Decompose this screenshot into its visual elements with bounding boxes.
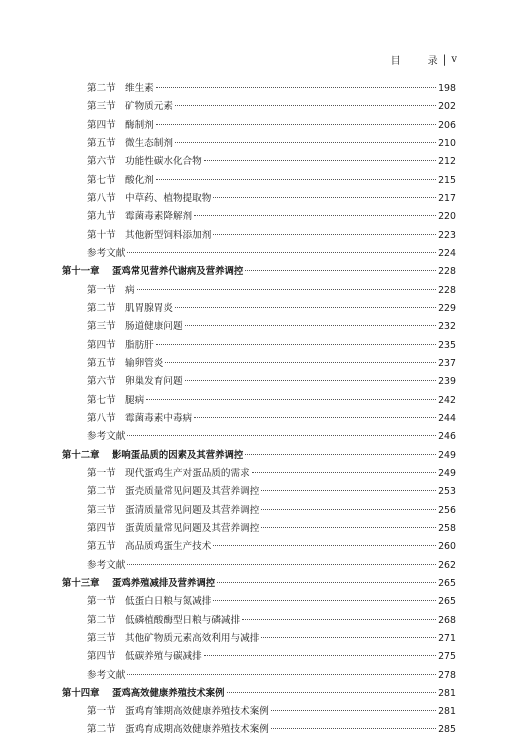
chapter-number: 第十四章 — [62, 687, 100, 699]
page-number: 244 — [438, 412, 456, 424]
page-number: 235 — [438, 339, 456, 351]
toc-chapter-row[interactable] — [62, 447, 456, 465]
section-number: 第一节 — [87, 706, 116, 718]
section-number: 第七节 — [87, 174, 116, 186]
header-page-number: v — [451, 54, 458, 65]
toc-section-row[interactable] — [62, 410, 456, 428]
section-title: 输卵管炎 — [125, 357, 164, 369]
section-number: 第二节 — [87, 614, 116, 626]
page-number: 281 — [438, 687, 456, 699]
section-title: 高品质鸡蛋生产技术 — [125, 541, 212, 553]
dot-leader — [271, 710, 436, 711]
toc-section-row[interactable] — [62, 318, 456, 336]
header-title-left: 目 — [390, 56, 402, 67]
section-title: 蛋鸡育雏期高效健康养殖技术案例 — [125, 706, 269, 718]
page-number: 210 — [438, 137, 456, 149]
dot-leader — [146, 399, 436, 400]
toc-section-row[interactable] — [62, 593, 456, 611]
section-number: 第三节 — [87, 504, 116, 516]
page-number: 215 — [438, 174, 456, 186]
page-number: 275 — [438, 651, 456, 663]
chapter-number: 第十一章 — [62, 266, 100, 278]
dot-leader — [213, 197, 436, 198]
section-number: 第六节 — [87, 376, 116, 388]
toc-section-row[interactable] — [62, 337, 456, 355]
section-title: 蛋清质量常见问题及其营养调控 — [125, 504, 260, 516]
section-number: 第五节 — [87, 541, 116, 553]
section-number: 第二节 — [87, 83, 116, 94]
header-title-right: 录 — [427, 56, 439, 67]
dot-leader — [156, 344, 436, 345]
section-number: 第十节 — [87, 229, 116, 241]
section-number: 第六节 — [87, 156, 116, 168]
section-title: 低磷植酸酶型日粮与磷减排 — [125, 614, 241, 626]
section-number: 第三节 — [87, 321, 116, 333]
dot-leader — [204, 160, 436, 161]
dot-leader — [185, 380, 437, 381]
page-number: 232 — [438, 321, 456, 333]
section-title: 微生态制剂 — [125, 137, 173, 149]
header-separator: | — [442, 53, 448, 66]
page-number: 206 — [438, 119, 456, 131]
dot-leader — [242, 619, 436, 620]
section-number: 第二节 — [87, 486, 116, 498]
reference-title: 参考文献 — [87, 247, 126, 259]
page-number: 223 — [438, 229, 456, 241]
dot-leader — [156, 179, 436, 180]
toc-section-row[interactable] — [62, 135, 456, 153]
section-number: 第一节 — [87, 284, 116, 296]
page-number: 256 — [438, 504, 456, 516]
chapter-title: 蛋鸡养殖减排及营养调控 — [112, 577, 216, 589]
page-number: 212 — [438, 156, 456, 168]
dot-leader — [194, 215, 436, 216]
page-number: 242 — [438, 394, 456, 406]
page-number: 249 — [438, 449, 456, 461]
section-number: 第一节 — [87, 467, 116, 479]
toc-chapter-row[interactable] — [62, 575, 456, 593]
page-number: 265 — [438, 596, 456, 608]
toc-section-row[interactable] — [62, 153, 456, 171]
page-number: 228 — [438, 284, 456, 296]
section-number: 第四节 — [87, 339, 116, 351]
reference-title: 参考文献 — [87, 559, 126, 571]
section-title: 肠道健康问题 — [125, 321, 183, 333]
toc-chapter-row[interactable] — [62, 685, 456, 703]
reference-title: 参考文献 — [87, 669, 126, 681]
dot-leader — [217, 582, 436, 583]
toc-section-row[interactable] — [62, 227, 456, 245]
section-number: 第三节 — [87, 632, 116, 644]
page-number: 271 — [438, 632, 456, 644]
page-number: 202 — [438, 101, 456, 113]
toc-reference-row[interactable] — [62, 667, 456, 685]
page-number: 224 — [438, 247, 456, 259]
section-title: 维生素 — [125, 83, 154, 94]
page-number: 265 — [438, 577, 456, 589]
dot-leader — [252, 472, 436, 473]
section-title: 腿病 — [125, 394, 145, 406]
section-number: 第五节 — [87, 357, 116, 369]
section-number: 第八节 — [87, 192, 116, 204]
dot-leader — [137, 289, 437, 290]
chapter-number: 第十三章 — [62, 577, 100, 589]
toc-section-row[interactable] — [62, 392, 456, 410]
page-number: 262 — [438, 559, 456, 571]
toc-section-row[interactable] — [62, 648, 456, 666]
section-title: 霉菌毒素中毒病 — [125, 412, 193, 424]
page-number: 268 — [438, 614, 456, 626]
toc-section-row[interactable] — [62, 300, 456, 318]
section-title: 卵巢发育问题 — [125, 376, 183, 388]
section-title: 病 — [125, 284, 135, 296]
chapter-title: 影响蛋品质的因素及其营养调控 — [112, 449, 244, 461]
page-number: 246 — [438, 431, 456, 443]
toc-section-row[interactable] — [62, 703, 456, 721]
page-number: 258 — [438, 522, 456, 534]
page-number: 198 — [438, 83, 456, 94]
page-number: 239 — [438, 376, 456, 388]
page-number: 253 — [438, 486, 456, 498]
section-title: 霉菌毒素降解剂 — [125, 211, 193, 223]
section-title: 矿物质元素 — [125, 101, 173, 113]
dot-leader — [261, 637, 436, 638]
dot-leader — [185, 325, 437, 326]
toc-section-row[interactable] — [62, 612, 456, 630]
dot-leader — [165, 362, 436, 363]
toc-section-row[interactable] — [62, 282, 456, 300]
dot-leader — [261, 490, 436, 491]
page-number: 228 — [438, 266, 456, 278]
toc-section-row[interactable] — [62, 502, 456, 520]
toc-section-row[interactable] — [62, 538, 456, 556]
dot-leader — [213, 545, 436, 546]
dot-leader — [245, 270, 436, 271]
page-number: 237 — [438, 357, 456, 369]
dot-leader — [175, 142, 436, 143]
dot-leader — [194, 417, 436, 418]
dot-leader — [127, 435, 436, 436]
toc-section-row[interactable] — [62, 483, 456, 501]
toc-section-row[interactable] — [62, 98, 456, 116]
page-number: 249 — [438, 467, 456, 479]
section-title: 蛋黄质量常见问题及其营养调控 — [125, 522, 260, 534]
dot-leader — [271, 728, 436, 729]
section-title: 酸化剂 — [125, 174, 154, 186]
dot-leader — [175, 307, 436, 308]
dot-leader — [156, 124, 436, 125]
toc-section-row[interactable] — [62, 520, 456, 538]
toc-section-row[interactable] — [62, 172, 456, 190]
toc-chapter-row[interactable] — [62, 263, 456, 281]
chapter-title: 蛋鸡高效健康养殖技术案例 — [112, 687, 225, 699]
section-number: 第四节 — [87, 119, 116, 131]
section-number: 第八节 — [87, 412, 116, 424]
section-title: 肌胃腺胃炎 — [125, 302, 173, 314]
dot-leader — [127, 674, 436, 675]
section-number: 第一节 — [87, 596, 116, 608]
toc-reference-row[interactable] — [62, 557, 456, 575]
page-number: 278 — [438, 669, 456, 681]
page-number: 217 — [438, 192, 456, 204]
dot-leader — [204, 655, 436, 656]
section-title: 其他新型饲料添加剂 — [125, 229, 212, 241]
toc-section-row[interactable] — [62, 630, 456, 648]
section-number: 第四节 — [87, 522, 116, 534]
toc-section-row[interactable] — [62, 721, 456, 739]
section-number: 第四节 — [87, 651, 116, 663]
section-number: 第九节 — [87, 211, 116, 223]
section-number: 第七节 — [87, 394, 116, 406]
page-number: 220 — [438, 211, 456, 223]
chapter-title: 蛋鸡常见营养代谢病及营养调控 — [112, 266, 244, 278]
dot-leader — [175, 105, 436, 106]
dot-leader — [127, 564, 436, 565]
dot-leader — [261, 509, 436, 510]
dot-leader — [261, 527, 436, 528]
reference-title: 参考文献 — [87, 431, 126, 443]
section-title: 功能性碳水化合物 — [125, 156, 202, 168]
toc-section-row[interactable] — [62, 355, 456, 373]
section-title: 低蛋白日粮与氮减排 — [125, 596, 212, 608]
page-number: 281 — [438, 706, 456, 718]
section-title: 蛋壳质量常见问题及其营养调控 — [125, 486, 260, 498]
chapter-number: 第十二章 — [62, 449, 100, 461]
page-number: 285 — [438, 724, 456, 736]
section-title: 蛋鸡育成期高效健康养殖技术案例 — [125, 724, 269, 736]
dot-leader — [227, 692, 437, 693]
toc-reference-row[interactable] — [62, 245, 456, 263]
section-number: 第二节 — [87, 724, 116, 736]
toc-section-row[interactable] — [62, 190, 456, 208]
dot-leader — [213, 234, 436, 235]
section-number: 第三节 — [87, 101, 116, 113]
toc-reference-row[interactable] — [62, 428, 456, 446]
section-title: 脂肪肝 — [125, 339, 154, 351]
toc-section-row[interactable] — [62, 208, 456, 226]
dot-leader — [245, 454, 436, 455]
toc-section-row[interactable] — [62, 80, 456, 98]
section-title: 酶制剂 — [125, 119, 154, 131]
section-title: 低碳养殖与碳减排 — [125, 651, 202, 663]
toc-section-row[interactable] — [62, 465, 456, 483]
section-title: 中草药、植物提取物 — [125, 192, 212, 204]
dot-leader — [213, 600, 436, 601]
toc-section-row[interactable] — [62, 117, 456, 135]
running-header — [391, 52, 458, 67]
section-title: 其他矿物质元素高效利用与减排 — [125, 632, 260, 644]
section-number: 第二节 — [87, 302, 116, 314]
dot-leader — [156, 87, 436, 88]
page-number: 260 — [438, 541, 456, 553]
table-of-contents — [62, 80, 456, 740]
section-number: 第五节 — [87, 137, 116, 149]
toc-section-row[interactable] — [62, 373, 456, 391]
dot-leader — [127, 252, 436, 253]
section-title: 现代蛋鸡生产对蛋品质的需求 — [125, 467, 250, 479]
page-number: 229 — [438, 302, 456, 314]
